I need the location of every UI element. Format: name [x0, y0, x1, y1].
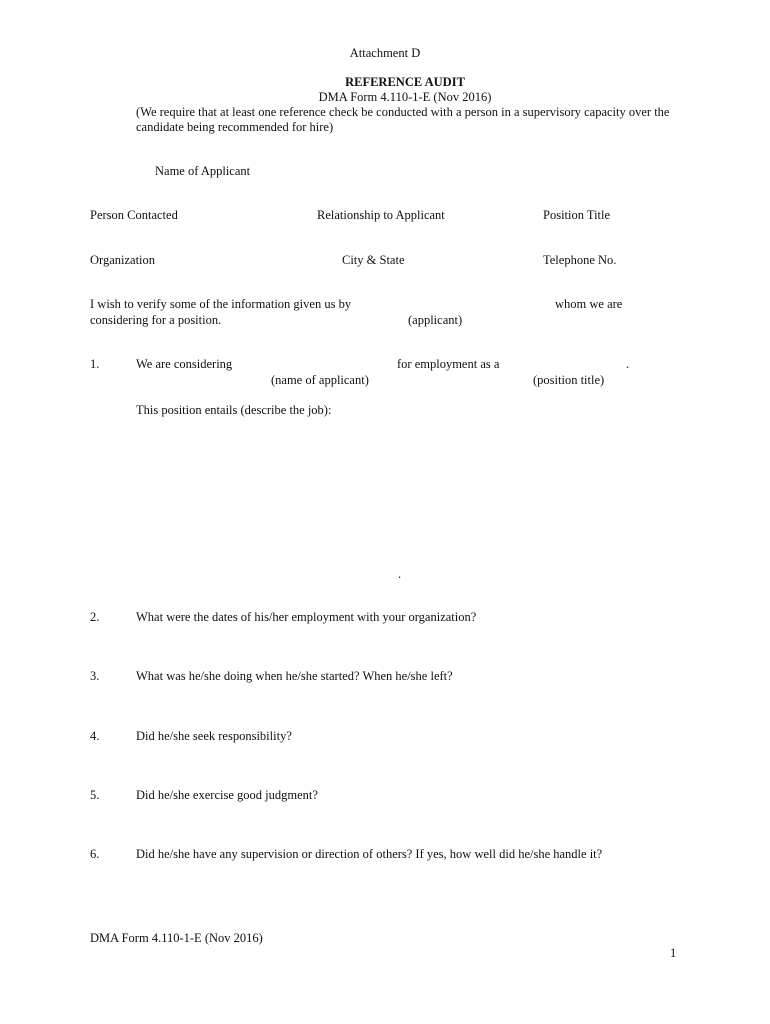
position-title-field[interactable]: [543, 190, 683, 206]
job-description-dot: .: [398, 567, 402, 581]
question-text: What was he/she doing when he/she started? When he/she left?: [136, 669, 453, 683]
question-mid-text: for employment as a: [397, 357, 500, 371]
instruction-line-1: (We require that at least one reference check be conducted with a person in a supervisory capacity over the: [136, 105, 670, 119]
verify-text-line-1: I wish to verify some of the information given us by: [90, 297, 352, 311]
page-number: 1: [670, 946, 677, 960]
person-contacted-field[interactable]: [90, 190, 290, 206]
name-of-applicant-label: Name of Applicant: [155, 164, 251, 178]
question-end-period: .: [626, 357, 630, 371]
verify-text-line-2: considering for a position.: [90, 313, 222, 327]
verify-whom-text: whom we are: [555, 297, 623, 311]
organization-label: Organization: [90, 253, 156, 267]
name-of-applicant-hint: (name of applicant): [271, 373, 369, 387]
organization-field[interactable]: [90, 235, 290, 251]
telephone-field[interactable]: [543, 235, 683, 251]
form-title: REFERENCE AUDIT: [345, 75, 465, 89]
question-number: 4.: [90, 729, 100, 743]
question-text: Did he/she have any supervision or direction of others? If yes, how well did he/she handle it?: [136, 847, 603, 861]
applicant-name-field[interactable]: [360, 297, 545, 313]
question-text: We are considering: [136, 357, 233, 371]
attachment-label: Attachment D: [349, 46, 421, 60]
question-text: Did he/she exercise good judgment?: [136, 788, 318, 802]
question-text: Did he/she seek responsibility?: [136, 729, 292, 743]
city-state-field[interactable]: [317, 235, 517, 251]
position-title-label: Position Title: [543, 208, 611, 222]
relationship-field[interactable]: [317, 190, 517, 206]
question-number: 5.: [90, 788, 100, 802]
position-title-hint: (position title): [533, 373, 605, 387]
city-state-label: City & State: [342, 253, 405, 267]
applicant-hint: (applicant): [408, 313, 463, 327]
form-id: DMA Form 4.110-1-E (Nov 2016): [318, 90, 492, 104]
question-number: 3.: [90, 669, 100, 683]
question-number: 1.: [90, 357, 100, 371]
job-description-label: This position entails (describe the job):: [136, 403, 332, 417]
question-number: 6.: [90, 847, 100, 861]
considering-name-field[interactable]: [240, 357, 390, 373]
question-text: What were the dates of his/her employment with your organization?: [136, 610, 477, 624]
footer-form-id: DMA Form 4.110-1-E (Nov 2016): [90, 931, 263, 945]
relationship-label: Relationship to Applicant: [317, 208, 445, 222]
considering-position-field[interactable]: [505, 357, 620, 373]
telephone-label: Telephone No.: [543, 253, 617, 267]
name-of-applicant-field[interactable]: [260, 164, 660, 180]
person-contacted-label: Person Contacted: [90, 208, 178, 222]
question-number: 2.: [90, 610, 100, 624]
job-description-field[interactable]: [136, 425, 676, 565]
instruction-line-2: candidate being recommended for hire): [136, 120, 334, 134]
